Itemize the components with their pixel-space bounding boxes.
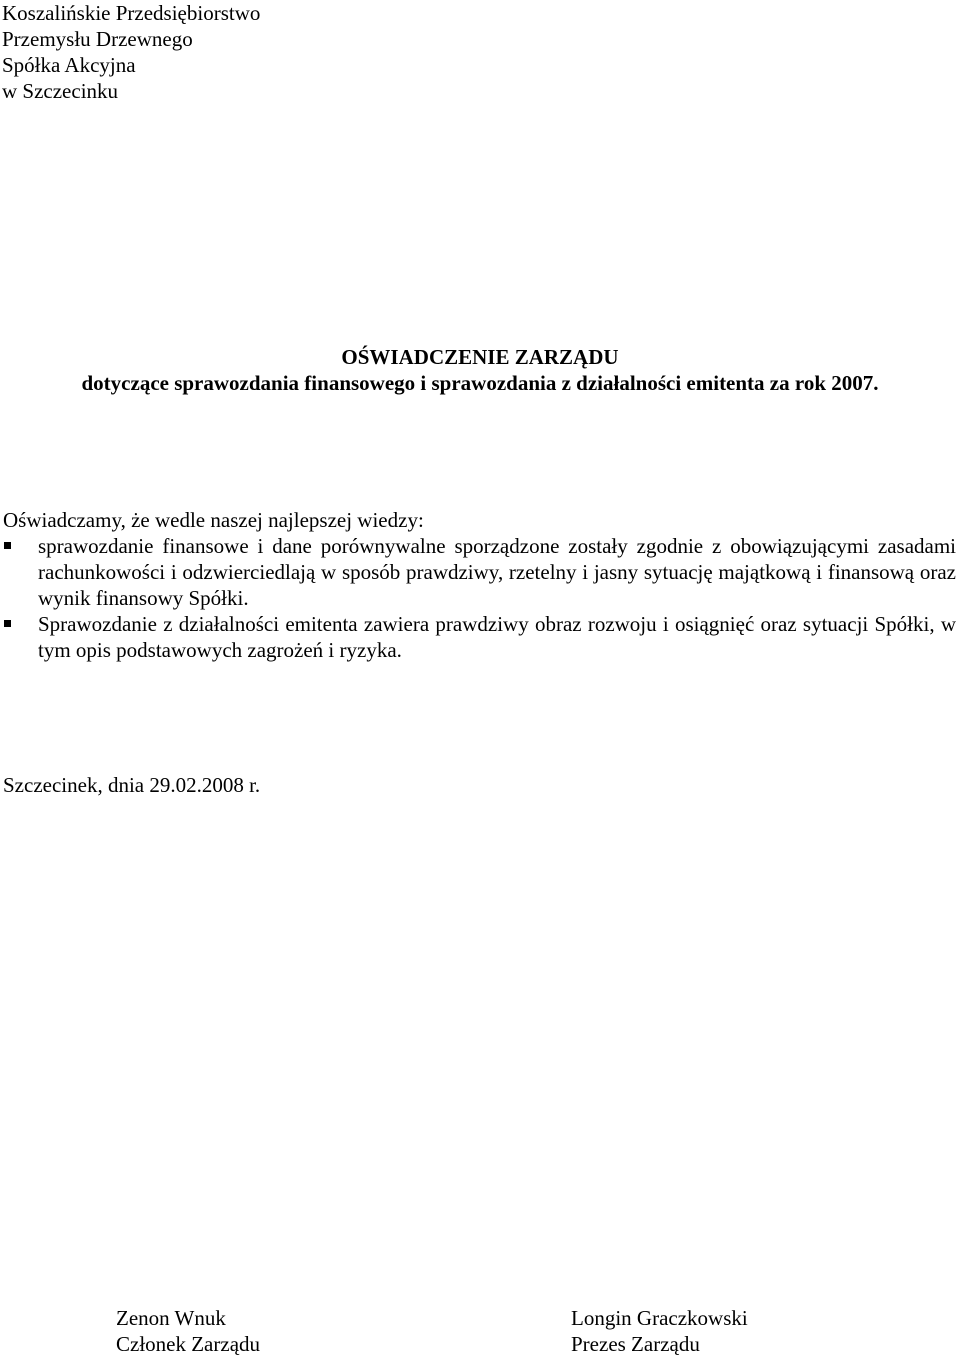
company-name-block bbox=[2, 0, 402, 104]
signature-block-member bbox=[116, 1305, 260, 1357]
company-name-line: Przemysłu Drzewnego bbox=[2, 27, 193, 51]
square-bullet-icon bbox=[4, 620, 11, 627]
statement-bullet-text: sprawozdanie finansowe i dane porównywalne sporządzone zostały zgodnie z obowiązującymi zasadami rachunkowości i odzwierciedlają w sposób prawdziwy, rzetelny i jasny sytuację majątkową i finansową oraz wynik finansowy Spółki. bbox=[38, 534, 956, 610]
company-name-line: Spółka Akcyjna bbox=[2, 53, 136, 77]
company-location-line: w Szczecinku bbox=[2, 79, 119, 103]
square-bullet-icon bbox=[4, 542, 11, 549]
place-and-date: Szczecinek, dnia 29.02.2008 r. bbox=[3, 773, 261, 797]
statement-bullet-item bbox=[0, 533, 956, 611]
statement-bullet-list bbox=[0, 533, 956, 663]
signatory-name: Longin Graczkowski bbox=[571, 1306, 748, 1330]
document-title: OŚWIADCZENIE ZARZĄDU bbox=[341, 345, 619, 369]
signature-block-president bbox=[571, 1305, 748, 1357]
company-name-line: Koszalińskie Przedsiębiorstwo bbox=[2, 1, 261, 25]
statement-bullet-item bbox=[0, 611, 956, 663]
signatory-role: Członek Zarządu bbox=[116, 1332, 261, 1356]
document-subtitle: dotyczące sprawozdania finansowego i sprawozdania z działalności emitenta za rok 2007. bbox=[81, 371, 879, 395]
signatory-role: Prezes Zarządu bbox=[571, 1332, 700, 1356]
signatory-name: Zenon Wnuk bbox=[116, 1306, 226, 1330]
statement-intro: Oświadczamy, że wedle naszej najlepszej wiedzy: bbox=[3, 508, 424, 532]
document-heading bbox=[0, 344, 960, 396]
statement-bullet-text: Sprawozdanie z działalności emitenta zawiera prawdziwy obraz rozwoju i osiągnięć oraz sytuacji Spółki, w tym opis podstawowych zagrożeń i ryzyka. bbox=[38, 612, 956, 662]
